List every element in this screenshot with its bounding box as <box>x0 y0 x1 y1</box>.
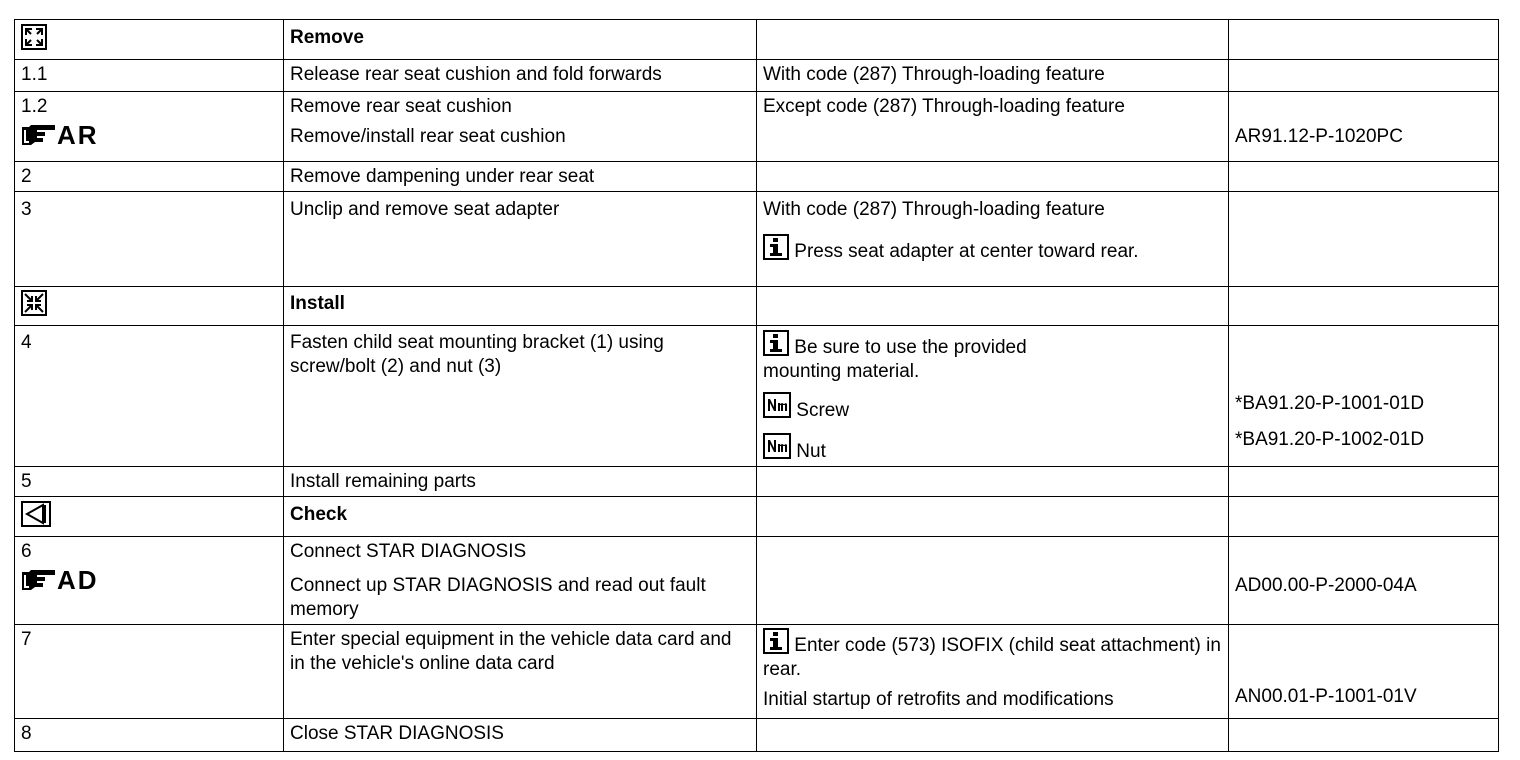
info-icon <box>763 628 789 654</box>
info-text: Press seat adapter at center toward rear. <box>794 241 1139 262</box>
step-note: Except code (287) Through-loading feature <box>757 92 1229 162</box>
step-action: Remove dampening under rear seat <box>284 162 757 192</box>
document-reference: *BA91.20-P-1002-01D <box>1235 429 1425 450</box>
torque-nm-icon <box>763 433 791 459</box>
procedure-table <box>14 19 1499 752</box>
step-action: Remove rear seat cushion <box>290 96 512 117</box>
step-note: With code (287) Through-loading feature <box>757 60 1229 92</box>
step-number: 6 <box>21 541 32 562</box>
section-title-check: Check <box>290 504 348 525</box>
section-row-check <box>15 497 1499 537</box>
table-row <box>15 60 1499 92</box>
document-reference: AR91.12-P-1020PC <box>1235 126 1403 147</box>
step-action: Unclip and remove seat adapter <box>284 192 757 287</box>
table-row <box>15 162 1499 192</box>
check-icon <box>21 501 51 527</box>
step-action: Release rear seat cushion and fold forwards <box>284 60 757 92</box>
step-number: 8 <box>15 719 284 752</box>
step-number: 7 <box>15 625 284 719</box>
table-row <box>15 92 1499 162</box>
document-reference: AD00.00-P-2000-04A <box>1235 575 1417 596</box>
remove-icon <box>21 24 47 50</box>
info-icon <box>763 234 789 260</box>
table-row <box>15 719 1499 752</box>
table-row <box>15 326 1499 467</box>
step-number: 4 <box>15 326 284 467</box>
table-row <box>15 625 1499 719</box>
info-text: Be sure to use the provided <box>794 337 1027 358</box>
step-action: Fasten child seat mounting bracket (1) using screw/bolt (2) and nut (3) <box>284 326 757 467</box>
torque-label-screw: Screw <box>796 400 850 421</box>
section-title-remove: Remove <box>290 27 364 48</box>
step-number: 1.1 <box>15 60 284 92</box>
table-row <box>15 467 1499 497</box>
step-note: With code (287) Through-loading feature <box>763 199 1105 220</box>
torque-nm-icon <box>763 392 791 418</box>
pointing-hand-icon <box>21 569 57 591</box>
step-action-reference: Connect up STAR DIAGNOSIS and read out fault memory <box>290 575 706 620</box>
step-action-reference: Remove/install rear seat cushion <box>290 126 566 147</box>
step-action: Close STAR DIAGNOSIS <box>284 719 757 752</box>
document-reference: AN00.01-P-1001-01V <box>1235 686 1417 707</box>
info-text-continued: mounting material. <box>763 361 920 382</box>
ar-badge: AR <box>57 120 99 150</box>
step-action: Enter special equipment in the vehicle data card and in the vehicle's online data card <box>284 625 757 719</box>
step-note: Initial startup of retrofits and modifications <box>763 689 1114 710</box>
install-icon <box>21 290 47 316</box>
step-number: 1.2 <box>21 96 48 117</box>
step-number: 5 <box>15 467 284 497</box>
step-action: Install remaining parts <box>284 467 757 497</box>
table-row <box>15 537 1499 625</box>
pointing-hand-icon <box>21 124 57 146</box>
torque-label-nut: Nut <box>796 441 826 462</box>
section-title-install: Install <box>290 293 345 314</box>
step-action: Connect STAR DIAGNOSIS <box>290 541 527 562</box>
info-text: Enter code (573) ISOFIX (child seat attachment) in rear. <box>763 635 1221 680</box>
table-row <box>15 192 1499 287</box>
section-row-install <box>15 287 1499 326</box>
section-row-remove <box>15 20 1499 60</box>
step-number: 2 <box>15 162 284 192</box>
document-reference: *BA91.20-P-1001-01D <box>1235 393 1425 414</box>
step-number: 3 <box>15 192 284 287</box>
info-icon <box>763 330 789 356</box>
ad-badge: AD <box>57 565 99 595</box>
